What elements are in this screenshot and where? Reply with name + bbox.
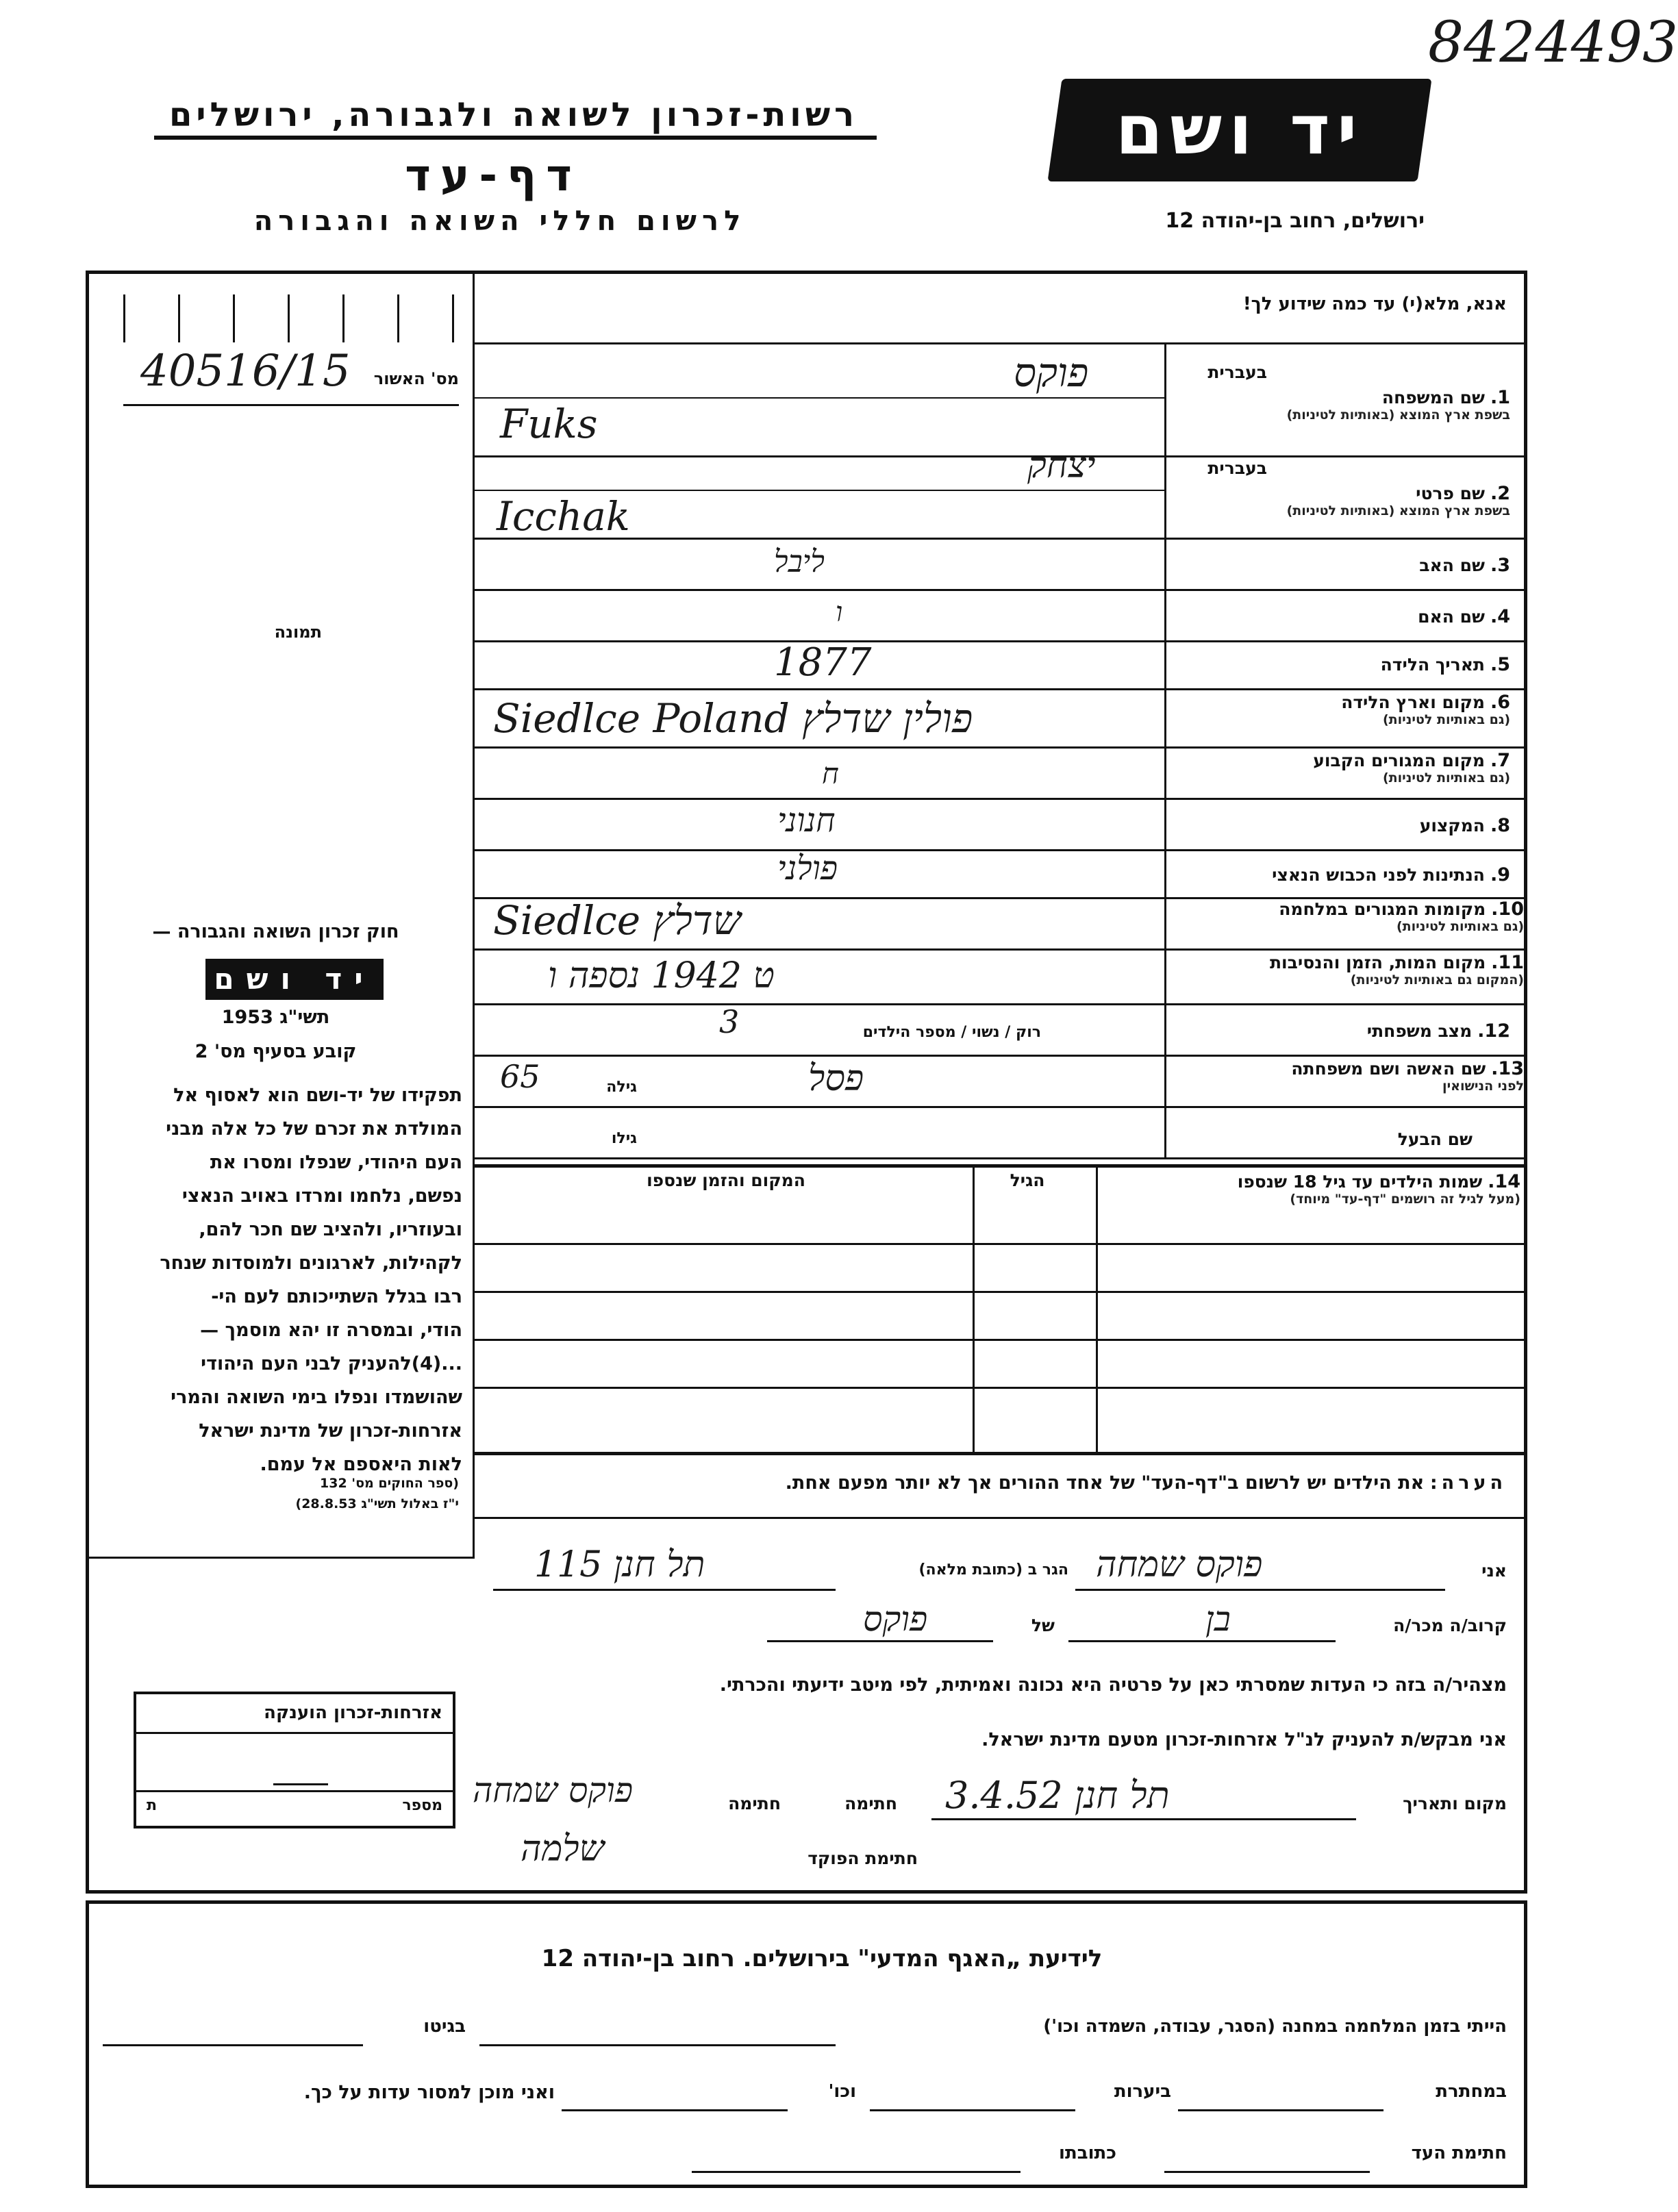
stamp-box-title: אזרחות-זכרון הוענקה xyxy=(264,1702,442,1723)
field-8-number: 8. xyxy=(1490,815,1510,836)
row-line xyxy=(473,849,1527,851)
note-line xyxy=(493,1472,1507,1494)
law-line: תפקידו של יד-ושם הוא לאסוף אל xyxy=(173,1085,462,1106)
stamp-box-divider xyxy=(136,1732,453,1734)
registration-underline xyxy=(123,404,459,406)
photo-label: תמונה xyxy=(274,623,322,642)
law-footnote-1: (ספר החוקים מס' 132 xyxy=(320,1476,459,1491)
field-4-title: שם האם xyxy=(1418,607,1485,627)
field-1-sub: בשפת ארץ המוצא (באותיות לטיניות) xyxy=(1286,407,1510,423)
field-5-label xyxy=(1168,654,1510,675)
law-text xyxy=(96,1079,462,1481)
law-line: המולדת את זכרם של כל אלה מבני xyxy=(166,1118,462,1140)
yad-vashem-logo xyxy=(1047,79,1431,181)
field-11-sub: (המקום גם באותיות לטיניות) xyxy=(1350,972,1524,988)
death-value: ט 1942 נספה ו xyxy=(548,955,775,996)
residence-value: ח xyxy=(822,757,839,790)
field-6-sub: (גם באותיות לטיניות) xyxy=(1382,712,1510,728)
nationality-value: פולני xyxy=(777,849,838,888)
law-line: לאות היאספם אל עמם. xyxy=(260,1454,462,1475)
bottom-witness-address-blank xyxy=(692,2171,1020,2173)
field-3-number: 3. xyxy=(1490,555,1510,576)
bottom-camp-blank xyxy=(479,2044,836,2046)
field-10-number: 10. xyxy=(1491,898,1524,920)
mother-value: ו xyxy=(836,596,843,628)
field-12-label xyxy=(1168,1020,1510,1042)
husband-age-label: גילו xyxy=(611,1130,637,1147)
law-line: ...(4)להעניק לבני העם היהודי xyxy=(201,1353,462,1374)
row-line xyxy=(473,640,1527,642)
decl-request: אני מבקש/ת להעניק לנ"ל אזרחות-זכרון מטעם מדינת ישראל. xyxy=(981,1729,1507,1750)
field-8-label xyxy=(1168,815,1510,836)
field-2-label xyxy=(1168,483,1510,519)
decl-relative-of-blank xyxy=(767,1640,993,1642)
field-13-label xyxy=(1168,1058,1524,1094)
bottom-line2-b: ביערות xyxy=(1114,2081,1171,2102)
law-footnote-2: י"ז באלול תשי"ג 28.8.53) xyxy=(295,1496,459,1511)
field-1-label xyxy=(1168,387,1510,423)
place-date-value: תל חנן 3.4.52 xyxy=(945,1774,1170,1817)
registration-label: מס' האשור xyxy=(373,369,459,388)
law-title: חוק זכרון השואה והגבורה — xyxy=(152,921,399,942)
row-line xyxy=(473,948,1527,951)
archive-number: 8424493 xyxy=(1428,10,1678,75)
stamp-number-label: מספר xyxy=(402,1797,442,1814)
field-10-title: מקומות המגורים במלחמה xyxy=(1279,899,1486,919)
field-12-number: 12. xyxy=(1477,1020,1510,1042)
field-6-number: 6. xyxy=(1490,692,1510,713)
field-10-label xyxy=(1168,898,1524,935)
field-3-title: שם האב xyxy=(1419,555,1485,575)
field-2-hebrew-tag: בעברית xyxy=(1207,458,1267,478)
row-line xyxy=(473,455,1527,457)
field-9-title: הנתינות לפני הכבוש הנאצי xyxy=(1272,865,1485,885)
citizenship-stamp-box xyxy=(134,1692,455,1828)
row-line xyxy=(473,1157,1527,1159)
bottom-title: לידיעת „האגף המדעי" בירושלים. רחוב בן-יהודה 12 xyxy=(541,1945,1103,1972)
address: ירושלים, רחוב בן-יהודה 12 xyxy=(1165,209,1425,233)
bottom-line2-d: ואני מוכן למסור עדות על כך. xyxy=(303,2082,555,2103)
field-6-label xyxy=(1168,692,1510,728)
law-line: העם היהודי, שנפלו ומסרו את xyxy=(210,1152,462,1173)
children-place-header: המקום והזמן שנספו xyxy=(647,1170,805,1190)
children-count-value: 3 xyxy=(719,1003,740,1040)
stamp-box-bottom-line xyxy=(136,1790,453,1792)
surname-latin-value: Fuks xyxy=(500,401,598,447)
field-2-sub: בשפת ארץ המוצא (באותיות לטיניות) xyxy=(1286,503,1510,519)
law-line: לקהילות, לארגונים ולמוסדות שנחר xyxy=(160,1253,462,1274)
decl-place-date-blank xyxy=(931,1818,1356,1820)
row-line xyxy=(473,1055,1527,1057)
authority-title: רשות-זכרון לשואה ולגבורה, ירושלים xyxy=(168,96,859,134)
registration-ticks xyxy=(116,294,459,342)
hebrew-latin-split xyxy=(473,397,1164,399)
field-6-title: מקום וארץ הלידה xyxy=(1341,692,1485,712)
field-10-sub: (גם באותיות לטיניות) xyxy=(1396,919,1524,935)
field-2-number: 2. xyxy=(1490,483,1510,504)
surname-hebrew-value: פוקס xyxy=(1014,349,1089,396)
bottom-line3-b: כתובתו xyxy=(1059,2143,1116,2163)
children-col-divider-1 xyxy=(973,1164,975,1452)
marital-options: רוק / נשוי / מספר הילדים xyxy=(862,1024,1041,1041)
label-column-divider xyxy=(1164,342,1166,1157)
children-table-bottom xyxy=(473,1452,1527,1455)
law-panel-bottom xyxy=(86,1557,475,1559)
field-4-label xyxy=(1168,606,1510,627)
declarant-address-value: תל חנן 115 xyxy=(534,1544,705,1585)
row-line xyxy=(473,746,1527,749)
field-3-label xyxy=(1168,555,1510,576)
field-11-title: מקום המות, הזמן והנסיבות xyxy=(1269,953,1486,972)
bottom-line2-c: וכו' xyxy=(828,2081,856,2102)
field-8-title: המקצוע xyxy=(1419,816,1485,835)
field-11-label xyxy=(1168,952,1524,988)
decl-i: אני xyxy=(1481,1561,1507,1581)
field-13-title: שם האשה ושם משפחתה xyxy=(1291,1059,1486,1079)
law-line: אזרחות-זכרון של מדינת ישראל xyxy=(199,1420,462,1442)
left-column-divider xyxy=(473,271,475,1558)
decl-address-blank xyxy=(493,1589,836,1591)
law-name: יד ושם xyxy=(214,962,375,996)
bottom-ghetto-blank xyxy=(103,2044,363,2046)
intro-divider xyxy=(473,342,1527,344)
registration-number: 40516/15 xyxy=(140,346,351,397)
given-hebrew-value: יצחק xyxy=(1027,445,1096,486)
field-4-number: 4. xyxy=(1490,606,1510,627)
form-subtitle: לרשום חללי השואה והגבורה xyxy=(253,205,747,237)
profession-value: חנוני xyxy=(777,801,836,840)
decl-of-label: של xyxy=(1031,1616,1055,1635)
field-9-label xyxy=(1168,864,1510,885)
field-13-number: 13. xyxy=(1491,1058,1524,1079)
row-line xyxy=(473,688,1527,690)
law-line: הודי, ובמסרה זו יהא מוסמך — xyxy=(200,1320,462,1341)
wife-age-label: גילה xyxy=(606,1079,637,1096)
row-line xyxy=(473,798,1527,800)
bottom-witness-sign-blank xyxy=(1164,2171,1370,2173)
field-5-number: 5. xyxy=(1490,654,1510,675)
field-2-title: שם פרטי xyxy=(1416,483,1485,503)
logo-text: יד ושם xyxy=(1115,90,1364,170)
field-14-sub: (מעל לגיל זה רושמים "דף-עד" מיוחד) xyxy=(1290,1192,1520,1207)
bottom-line1-b: בגיטו xyxy=(423,2016,466,2037)
children-col-divider-2 xyxy=(1096,1164,1098,1452)
children-row-line xyxy=(473,1291,1527,1293)
decl-resident-label: הגר ב (כתובת מלאה) xyxy=(918,1561,1068,1579)
official-signature-value: שלמה xyxy=(521,1828,605,1870)
given-latin-value: Icchak xyxy=(497,493,630,540)
bottom-line3-a: חתימת העד xyxy=(1411,2143,1507,2163)
law-line: ובעוזריו, ולהציב שם חכר להם, xyxy=(199,1219,462,1240)
bottom-forests-blank xyxy=(870,2109,1075,2111)
law-line: רבו בגלל השתייכותם לעם הי- xyxy=(211,1286,462,1307)
bottom-line2-a: במחתרת xyxy=(1436,2081,1507,2102)
law-line: שהושמדו ונפלו בימי השואה והמרי xyxy=(171,1387,462,1408)
field-7-number: 7. xyxy=(1490,750,1510,771)
declarant-name-value: פוקס שמחה xyxy=(1096,1544,1263,1585)
children-row-line xyxy=(473,1243,1527,1245)
signature-value: פוקס שמחה xyxy=(473,1770,634,1810)
children-row-line xyxy=(473,1387,1527,1389)
decl-relative-label: קרוב/ה מכר/ה xyxy=(1393,1616,1507,1635)
field-1-number: 1. xyxy=(1490,387,1510,408)
stamp-number-prefix: ת xyxy=(147,1797,158,1814)
stamp-box-dash xyxy=(273,1783,328,1785)
row-line xyxy=(473,1106,1527,1108)
decl-signature-label-2: חתימה xyxy=(728,1794,781,1813)
relative-of-value: פוקס xyxy=(863,1599,928,1639)
intro-text: אנא, מלא(י) עד כמה שידוע לך! xyxy=(1242,294,1507,314)
authority-underline xyxy=(154,136,877,140)
children-age-header: הגיל xyxy=(1010,1170,1045,1190)
decl-place-date-label: מקום ותאריך xyxy=(1403,1794,1507,1813)
note-label: הערה: xyxy=(1429,1472,1507,1494)
row-line xyxy=(473,589,1527,591)
decl-relation-blank xyxy=(1068,1640,1336,1642)
children-row-line xyxy=(473,1339,1527,1341)
field-7-sub: (גם באותיות לטיניות) xyxy=(1382,770,1510,786)
law-clause: קובע בסעיף מס' 2 xyxy=(195,1041,357,1062)
note-text: את הילדים יש לרשום ב"דף-העד" של אחד ההורים אך לא יותר מפעם אחת. xyxy=(785,1472,1425,1494)
wife-name-value: פסל xyxy=(808,1058,864,1099)
bottom-underground-blank xyxy=(1178,2109,1383,2111)
birthplace-value: Siedlce Poland פולין שדלץ xyxy=(493,695,973,742)
note-bottom xyxy=(473,1517,1527,1519)
decl-official-label: חתימת הפוקד xyxy=(807,1848,918,1868)
bottom-etc-blank xyxy=(562,2109,788,2111)
wartime-place-value: Siedlce שדלץ xyxy=(493,897,741,944)
field-14-label xyxy=(1096,1171,1520,1207)
husband-label: שם הבעל xyxy=(1397,1129,1473,1149)
field-12-title: מצב משפחתי xyxy=(1366,1021,1473,1041)
row-line xyxy=(473,1003,1527,1005)
field-11-number: 11. xyxy=(1491,952,1524,973)
relation-value: בן xyxy=(1205,1599,1231,1639)
field-14-number: 14. xyxy=(1488,1171,1520,1192)
field-1-title: שם המשפחה xyxy=(1381,388,1485,407)
field-7-label xyxy=(1168,750,1510,786)
law-line: נפשם, נלחמו ומרדו באויב הנאצי xyxy=(181,1185,462,1207)
field-5-title: תאריך הלידה xyxy=(1380,655,1485,675)
decl-signature-label: חתימה xyxy=(844,1794,897,1813)
form-title: דף-עד xyxy=(405,151,581,201)
field-7-title: מקום המגורים הקבוע xyxy=(1313,751,1485,770)
law-name-badge xyxy=(205,959,384,1000)
decl-statement: מצהיר/ה בזה כי העדות שמסרתי כאן על פרטיה היא נכונה ואמיתית, לפי מיטב ידיעתי והכרתי. xyxy=(719,1674,1507,1696)
field-9-number: 9. xyxy=(1490,864,1510,885)
field-1-hebrew-tag: בעברית xyxy=(1207,362,1267,382)
law-year: תשי"ג 1953 xyxy=(221,1007,330,1028)
hebrew-latin-split xyxy=(473,490,1164,491)
field-14-title: שמות הילדים עד גיל 18 שנספו xyxy=(1237,1172,1483,1192)
field-13-sub: לפני הנישואין xyxy=(1442,1079,1524,1094)
decl-name-blank xyxy=(1075,1589,1445,1591)
wife-age-value: 65 xyxy=(500,1058,540,1095)
bottom-line1-a: הייתי בזמן המלחמה במחנה (הסגר, עבודה, השמדה וכו') xyxy=(1043,2016,1507,2037)
row-line xyxy=(473,538,1527,540)
father-value: ליבל xyxy=(774,544,825,579)
birth-year-value: 1877 xyxy=(774,640,872,685)
field-14-top xyxy=(473,1164,1527,1168)
